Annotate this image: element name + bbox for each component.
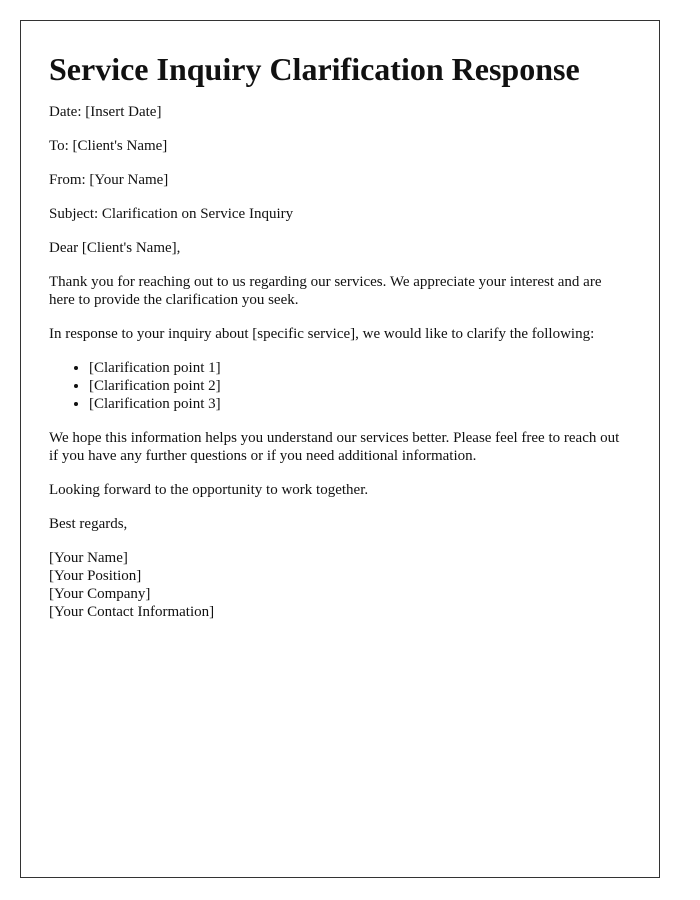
date-line: Date: [Insert Date] — [49, 104, 162, 120]
letter-page — [20, 20, 660, 878]
list-item: • [Clarification point 1] — [89, 359, 631, 377]
closing-paragraph: We hope this information helps you understand our services better. Please feel free to reach out if you have any further questions or if you need additional information. — [49, 430, 620, 464]
signature-position: [Your Position] — [49, 568, 142, 584]
to-line: To: [Client's Name] — [49, 138, 168, 154]
salutation: Dear [Client's Name], — [49, 240, 181, 256]
intro-paragraph: Thank you for reaching out to us regarding our services. We appreciate your interest and are here to provide the clarification you seek. — [49, 274, 602, 308]
list-item: • [Clarification point 3] — [89, 395, 631, 413]
sign-off: Best regards, — [49, 516, 128, 532]
signature-block — [49, 549, 631, 621]
from-line: From: [Your Name] — [49, 172, 169, 188]
looking-forward-line: Looking forward to the opportunity to work together. — [49, 482, 369, 498]
letter-title: Service Inquiry Clarification Response — [49, 51, 580, 87]
subject-line: Subject: Clarification on Service Inquiry — [49, 206, 294, 222]
clarification-list — [49, 359, 631, 413]
list-item: • [Clarification point 2] — [89, 377, 631, 395]
signature-contact: [Your Contact Information] — [49, 604, 215, 620]
signature-name: [Your Name] — [49, 550, 128, 566]
response-lead-paragraph: In response to your inquiry about [specific service], we would like to clarify the following: — [49, 326, 595, 342]
signature-company: [Your Company] — [49, 586, 151, 602]
